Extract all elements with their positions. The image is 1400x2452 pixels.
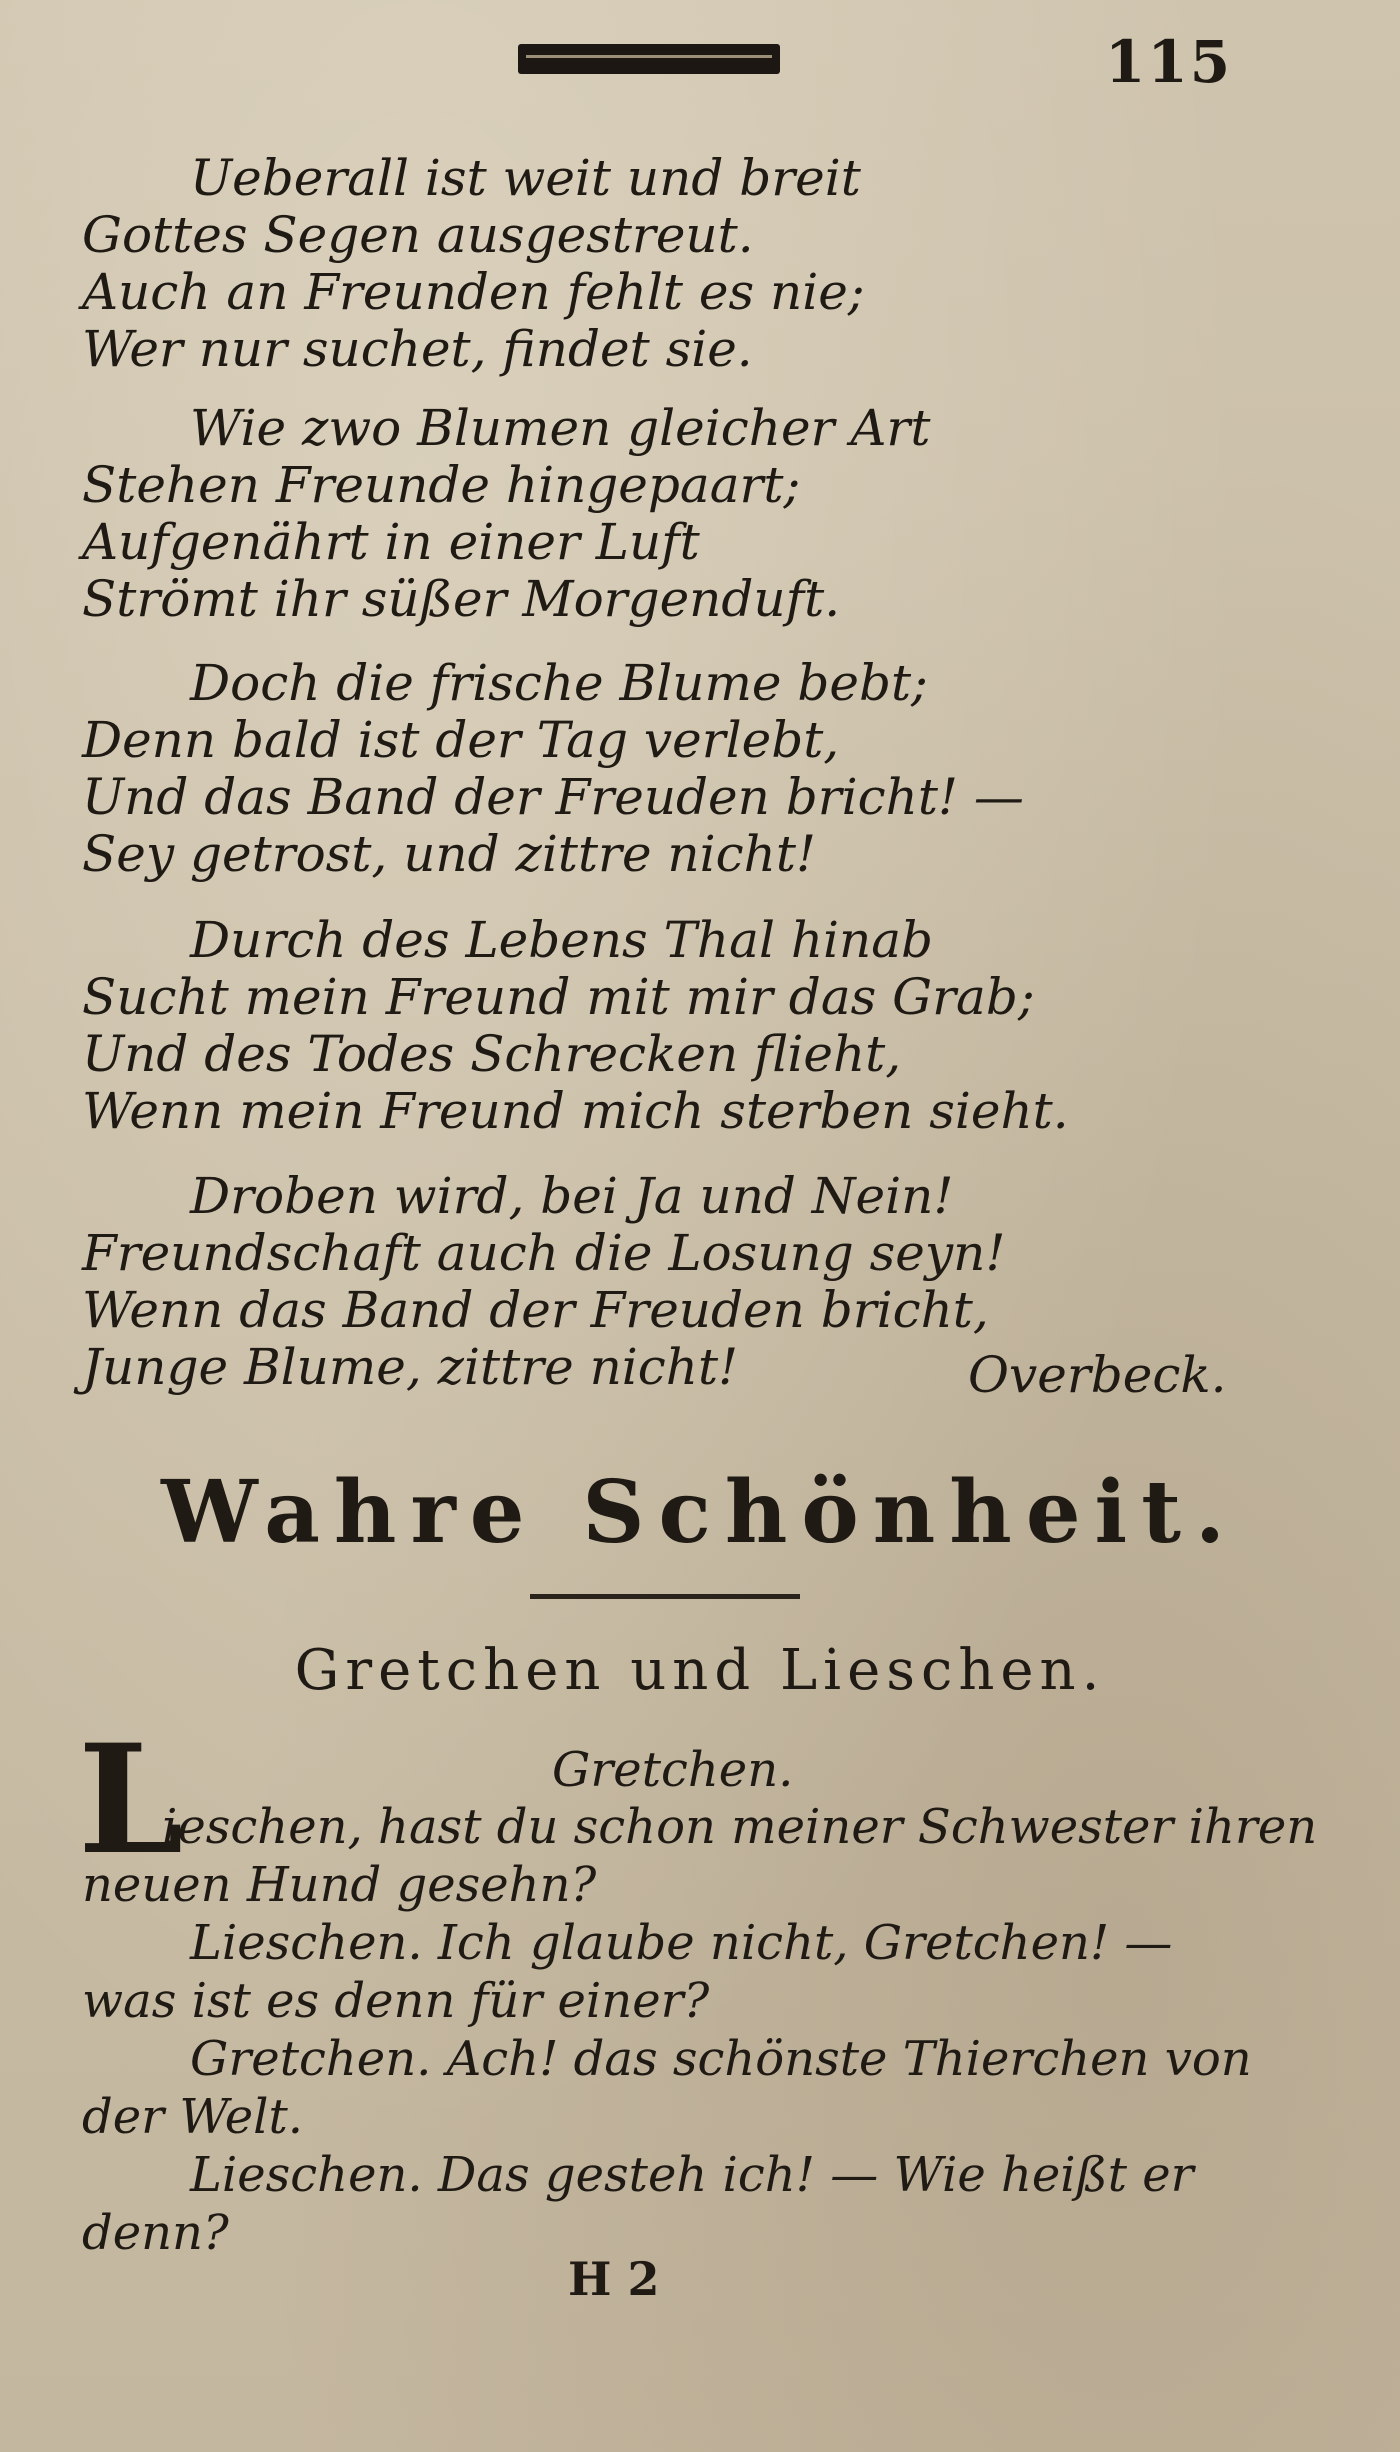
poem-line: Sucht mein Freund mit mir das Grab;	[82, 968, 1035, 1026]
poem-line: Wenn das Band der Freuden bricht,	[82, 1281, 989, 1339]
poem-stanza-3	[82, 655, 1024, 883]
poem-line: Wenn mein Freund mich sterben sieht.	[82, 1082, 1069, 1140]
signature-mark: H 2	[568, 2252, 660, 2306]
poem-stanza-2	[82, 400, 930, 628]
dialogue-text: ieschen, hast du schon meiner Schwester ihren	[162, 1799, 1318, 1855]
dialogue-line-1	[162, 1798, 1317, 1856]
dialogue-text: Lieschen. Das gesteh ich! — Wie heißt er	[190, 2147, 1194, 2203]
poem-line: Stehen Freunde hingepaart;	[82, 456, 801, 514]
poem-line: Droben wird, bei Ja und Nein!	[190, 1167, 954, 1225]
poem-line: Gottes Segen ausgestreut.	[82, 206, 754, 264]
poem-line: Durch des Lebens Thal hinab	[190, 911, 934, 969]
dialogue-text: was ist es denn für einer?	[82, 1973, 710, 2029]
dialogue-text: Gretchen. Ach! das schönste Thierchen von	[190, 2031, 1252, 2087]
poem-line: Wer nur suchet, findet sie.	[82, 320, 753, 378]
poem-line: Und des Todes Schrecken flieht,	[82, 1025, 902, 1083]
dialogue-text: denn?	[82, 2205, 229, 2261]
page-number: 115	[1105, 28, 1233, 96]
poem-line: Auch an Freunden fehlt es nie;	[82, 263, 865, 321]
header-rule	[518, 44, 780, 74]
dialogue-text: Lieschen. Ich glaube nicht, Gretchen! —	[190, 1915, 1173, 1971]
section-title: Wahre Schönheit.	[161, 1462, 1239, 1563]
poem-author: Overbeck.	[968, 1346, 1227, 1404]
poem-line: Sey getrost, und zittre nicht!	[82, 825, 817, 883]
title-divider	[530, 1594, 800, 1599]
poem-line: Und das Band der Freuden bricht! —	[82, 768, 1024, 826]
poem-line: Junge Blume, zittre nicht!	[82, 1338, 739, 1396]
poem-line: Aufgenährt in einer Luft	[82, 513, 700, 571]
poem-line: Doch die frische Blume bebt;	[190, 654, 928, 712]
speaker-heading: Gretchen.	[552, 1742, 794, 1798]
poem-stanza-1	[82, 150, 865, 378]
poem-stanza-4	[82, 912, 1069, 1140]
poem-line: Wie zwo Blumen gleicher Art	[190, 399, 931, 457]
poem-stanza-5	[82, 1168, 1005, 1396]
poem-line: Strömt ihr süßer Morgenduft.	[82, 570, 841, 628]
dialogue-text: neuen Hund gesehn?	[82, 1857, 597, 1913]
poem-line: Freundschaft auch die Losung seyn!	[82, 1224, 1006, 1282]
poem-line: Denn bald ist der Tag verlebt,	[82, 711, 840, 769]
drop-cap: L	[78, 1712, 184, 1888]
poem-line: Ueberall ist weit und breit	[190, 149, 861, 207]
dialogue-text: der Welt.	[82, 2089, 304, 2145]
section-subtitle: Gretchen und Lieschen.	[294, 1638, 1106, 1703]
dialogue-block	[82, 1856, 1252, 2262]
